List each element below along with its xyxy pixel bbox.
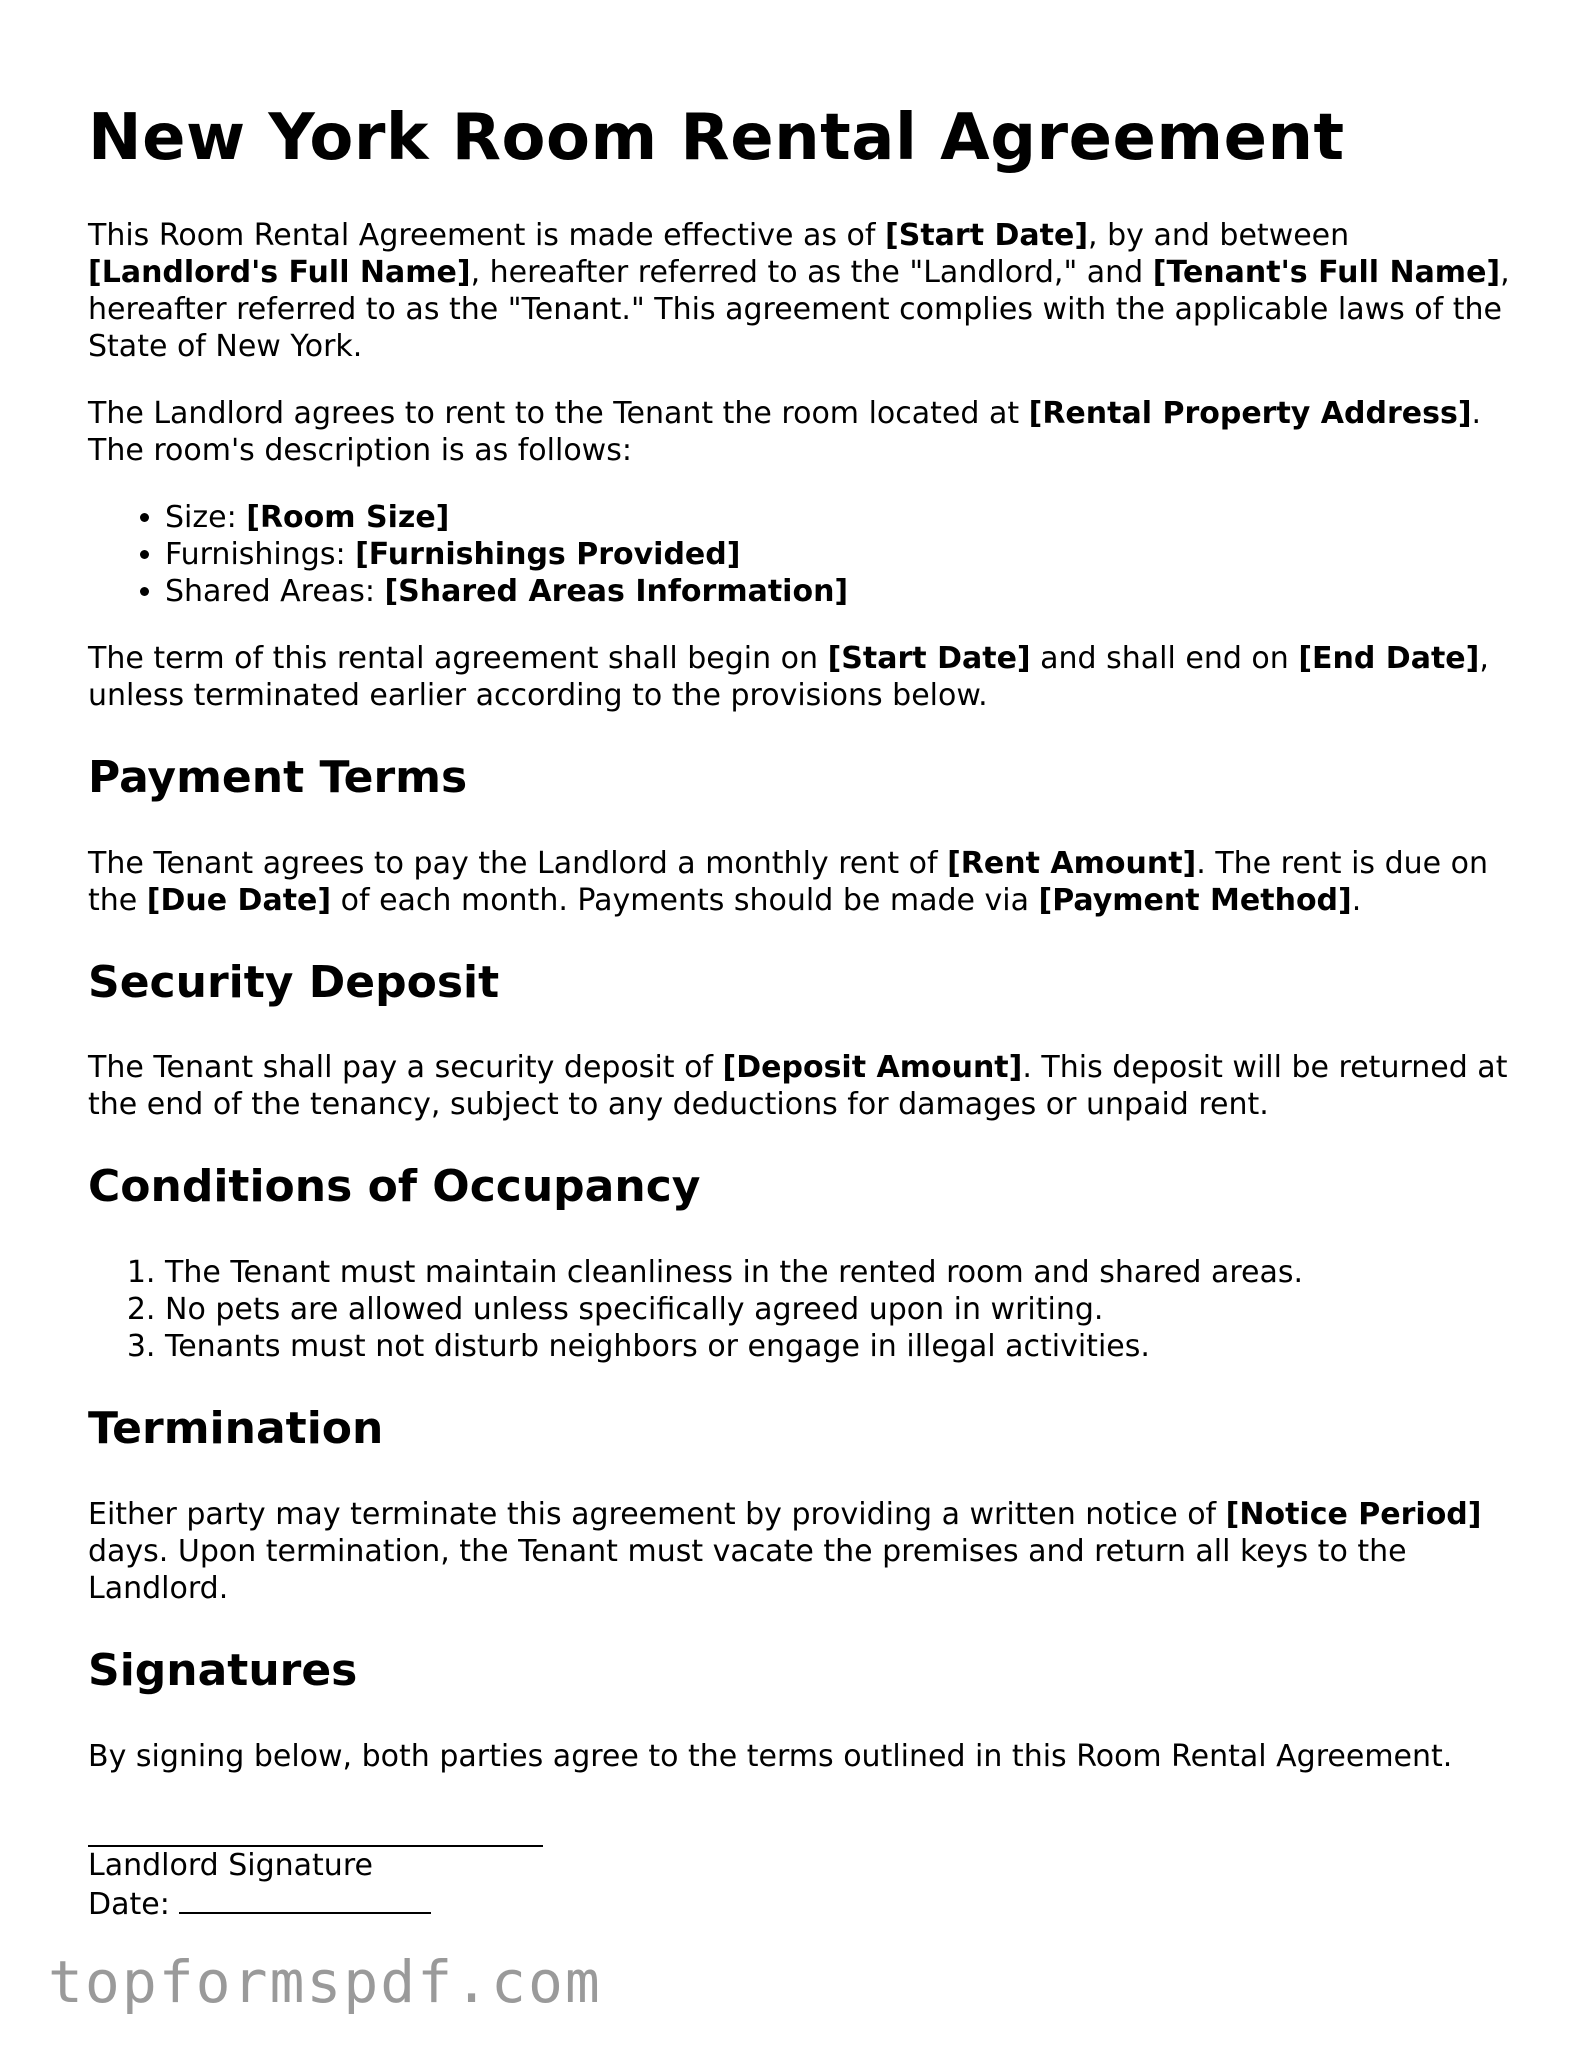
list-item xyxy=(165,499,1518,536)
payment-text-1: The Tenant agrees to pay the Landlord a monthly rent of xyxy=(88,845,948,881)
due-date-placeholder: [Due Date] xyxy=(146,882,332,918)
deposit-amount-placeholder: [Deposit Amount] xyxy=(722,1050,1023,1086)
room-paragraph xyxy=(88,395,1518,469)
list-item xyxy=(165,536,1518,573)
term-text-2: and shall end on xyxy=(1030,640,1299,676)
payment-text-2: . The rent is due on the xyxy=(88,845,1489,918)
list-item: 1. The Tenant must maintain cleanliness in the rented room and shared areas. xyxy=(165,1254,1518,1291)
conditions-list xyxy=(88,1254,1518,1365)
room-description-list xyxy=(88,499,1518,610)
term-text-3: , unless terminated earlier according to the provisions below. xyxy=(88,640,1489,713)
payment-text-4: . xyxy=(1351,882,1362,918)
property-address-placeholder: [Rental Property Address] xyxy=(1028,395,1472,431)
date-label: Date: xyxy=(88,1886,180,1922)
intro-text-4: , hereafter referred to as the "Tenant." This agreement complies with the applicable laws of the State of New York. xyxy=(88,254,1510,364)
payment-terms-heading: Payment Terms xyxy=(88,751,468,803)
deposit-text-2: . This deposit will be returned at the end of the tenancy, subject to any deductions for damages or unpaid rent. xyxy=(88,1050,1508,1123)
deposit-paragraph xyxy=(88,1049,1518,1123)
list-item-label: Shared Areas: xyxy=(165,573,385,609)
landlord-signature-line[interactable] xyxy=(88,1815,543,1847)
conditions-heading: Conditions of Occupancy xyxy=(88,1161,701,1213)
payment-method-placeholder: [Payment Method] xyxy=(1038,882,1352,918)
intro-text-1: This Room Rental Agreement is made effective as of xyxy=(88,217,886,253)
rent-amount-placeholder: [Rent Amount] xyxy=(947,845,1197,881)
termination-heading: Termination xyxy=(88,1403,384,1455)
document-title: New York Room Rental Agreement xyxy=(88,101,1345,175)
term-text-1: The term of this rental agreement shall begin on xyxy=(88,640,828,676)
payment-paragraph xyxy=(88,845,1518,919)
shared-areas-placeholder: [Shared Areas Information] xyxy=(384,573,849,609)
notice-period-placeholder: [Notice Period] xyxy=(1225,1496,1482,1532)
signatures-paragraph: By signing below, both parties agree to the terms outlined in this Room Rental Agreement. xyxy=(88,1738,1453,1774)
landlord-signature-label: Landlord Signature xyxy=(88,1847,373,1883)
termination-paragraph xyxy=(88,1496,1518,1607)
tenant-name-placeholder: [Tenant's Full Name] xyxy=(1152,254,1501,290)
document-page xyxy=(88,100,1518,1923)
term-start-date-placeholder: [Start Date] xyxy=(827,640,1031,676)
furnishings-placeholder: [Furnishings Provided] xyxy=(355,536,741,572)
list-item-label: Furnishings: xyxy=(165,536,356,572)
watermark: topformspdf.com xyxy=(48,1948,602,2016)
intro-paragraph xyxy=(88,217,1518,365)
signatures-heading: Signatures xyxy=(88,1644,358,1696)
landlord-signature-block xyxy=(88,1815,1518,1923)
intro-text-2: , by and between xyxy=(1088,217,1350,253)
list-item-label: Size: xyxy=(165,499,247,535)
security-deposit-heading: Security Deposit xyxy=(88,956,500,1008)
termination-text-2: days. Upon termination, the Tenant must vacate the premises and return all keys to the Landlord. xyxy=(88,1533,1407,1606)
intro-text-3: , hereafter referred to as the "Landlord," and xyxy=(470,254,1153,290)
end-date-placeholder: [End Date] xyxy=(1298,640,1480,676)
landlord-name-placeholder: [Landlord's Full Name] xyxy=(88,254,471,290)
room-size-placeholder: [Room Size] xyxy=(246,499,450,535)
deposit-text-1: The Tenant shall pay a security deposit of xyxy=(88,1050,723,1086)
landlord-date-row xyxy=(88,1884,1518,1923)
list-item: 3. Tenants must not disturb neighbors or engage in illegal activities. xyxy=(165,1328,1518,1365)
room-text-1: The Landlord agrees to rent to the Tenant the room located at xyxy=(88,395,1029,431)
payment-text-3: of each month. Payments should be made via xyxy=(331,882,1039,918)
list-item: 2. No pets are allowed unless specifically agreed upon in writing. xyxy=(165,1291,1518,1328)
term-paragraph xyxy=(88,640,1518,714)
landlord-date-line[interactable] xyxy=(179,1884,431,1914)
start-date-placeholder: [Start Date] xyxy=(885,217,1089,253)
termination-text-1: Either party may terminate this agreement by providing a written notice of xyxy=(88,1496,1226,1532)
list-item xyxy=(165,573,1518,610)
room-text-2: . The room's description is as follows: xyxy=(88,395,1482,468)
